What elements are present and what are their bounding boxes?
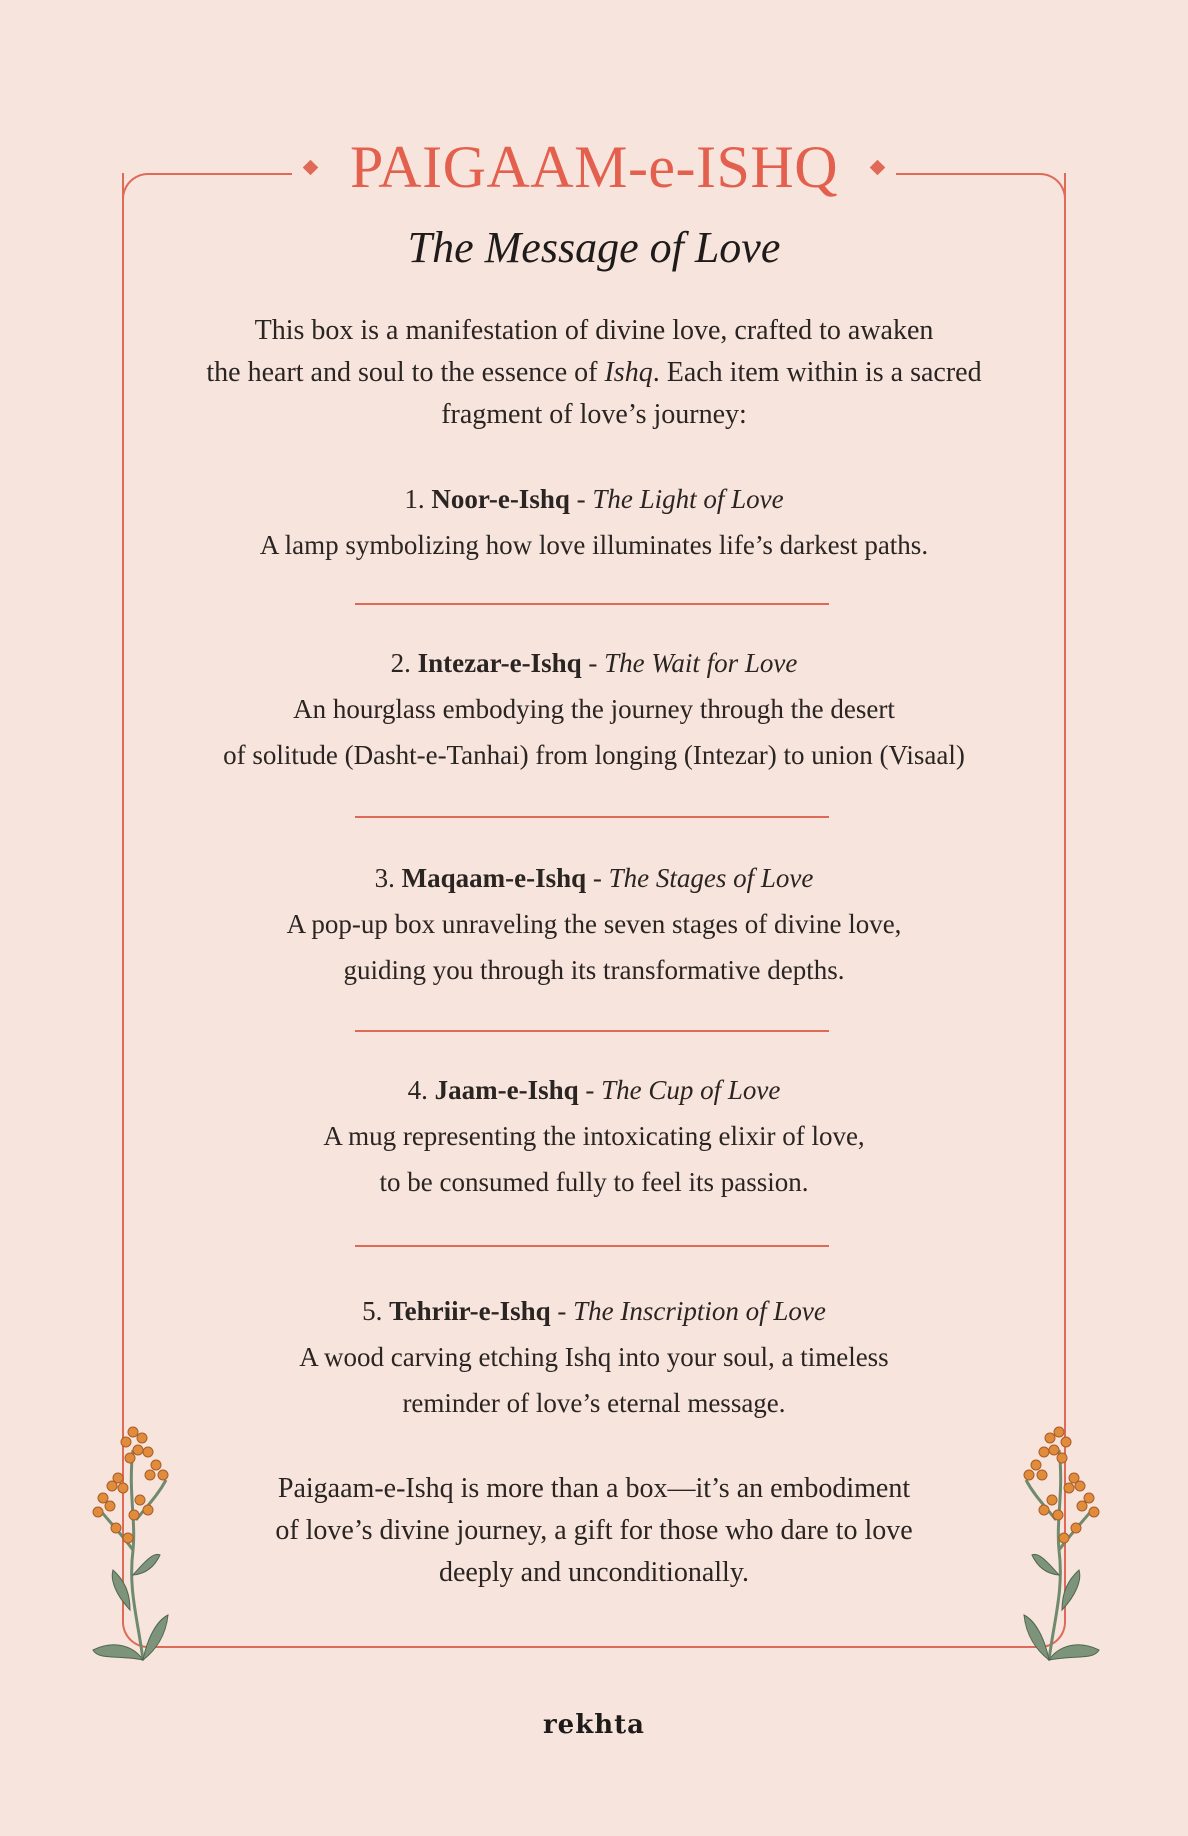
item-name: Jaam-e-Ishq [434, 1075, 579, 1105]
item-translation: The Cup of Love [601, 1075, 781, 1105]
page-subtitle: The Message of Love [407, 223, 781, 272]
header [0, 132, 1188, 202]
list-item [0, 640, 1188, 778]
item-number: 4. [407, 1075, 428, 1105]
item-separator: - [581, 648, 605, 678]
item-description: guiding you through its transformative depths. [343, 955, 845, 985]
item-heading [0, 640, 1188, 686]
item-heading [0, 476, 1188, 522]
item-description: to be consumed fully to feel its passion. [379, 1167, 809, 1197]
item-separator: - [569, 484, 593, 514]
item-heading [0, 855, 1188, 901]
divider [355, 1030, 829, 1032]
item-translation: The Inscription of Love [573, 1296, 826, 1326]
item-description: reminder of love’s eternal message. [402, 1388, 786, 1418]
item-separator: - [578, 1075, 602, 1105]
item-separator: - [586, 863, 609, 893]
item-heading [0, 1067, 1188, 1113]
item-name: Intezar-e-Ishq [417, 648, 582, 678]
closing-line: Paigaam-e-Ishq is more than a box—it’s an embodiment [277, 1473, 911, 1504]
list-item [0, 1067, 1188, 1205]
item-translation: The Wait for Love [604, 648, 798, 678]
flower-illustration-right [1004, 1420, 1104, 1670]
intro-text: the heart and soul to the essence of [206, 357, 605, 388]
intro-paragraph [0, 310, 1188, 436]
intro-line: fragment of love’s journey: [441, 399, 747, 430]
item-description: An hourglass embodying the journey through the desert [293, 694, 895, 724]
intro-text: . Each item within is a sacred [652, 357, 982, 388]
item-description: of solitude (Dasht-e-Tanhai) from longing (Intezar) to union (Visaal) [223, 740, 965, 770]
item-number: 2. [390, 648, 411, 678]
list-item [0, 1288, 1188, 1426]
item-name: Tehriir-e-Ishq [389, 1296, 551, 1326]
divider [355, 603, 829, 605]
divider [355, 1245, 829, 1247]
item-description: A lamp symbolizing how love illuminates life’s darkest paths. [259, 530, 929, 560]
intro-line [0, 352, 1188, 394]
intro-emphasis: Ishq [604, 357, 653, 388]
brand-logo: rekhta [542, 1710, 645, 1740]
closing-line: deeply and unconditionally. [439, 1557, 749, 1588]
page-title: PAIGAAM-e-ISHQ [349, 134, 839, 200]
item-translation: The Stages of Love [608, 863, 814, 893]
intro-line: This box is a manifestation of divine love, crafted to awaken [254, 315, 934, 346]
closing-line: of love’s divine journey, a gift for those who dare to love [275, 1515, 913, 1546]
item-description: A wood carving etching Ishq into your soul, a timeless [299, 1342, 889, 1372]
item-number: 3. [374, 863, 395, 893]
item-translation: The Light of Love [592, 484, 784, 514]
item-number: 5. [362, 1296, 383, 1326]
list-item [0, 855, 1188, 993]
item-separator: - [550, 1296, 574, 1326]
list-item [0, 476, 1188, 568]
item-name: Maqaam-e-Ishq [401, 863, 587, 893]
flower-illustration-left [88, 1420, 188, 1670]
item-description: A pop-up box unraveling the seven stages of divine love, [286, 909, 902, 939]
diamond-ornament-left [303, 159, 319, 175]
item-name: Noor-e-Ishq [431, 484, 570, 514]
diamond-ornament-right [870, 159, 886, 175]
item-heading [0, 1288, 1188, 1334]
item-number: 1. [404, 484, 425, 514]
item-description: A mug representing the intoxicating elixir of love, [323, 1121, 865, 1151]
divider [355, 816, 829, 818]
